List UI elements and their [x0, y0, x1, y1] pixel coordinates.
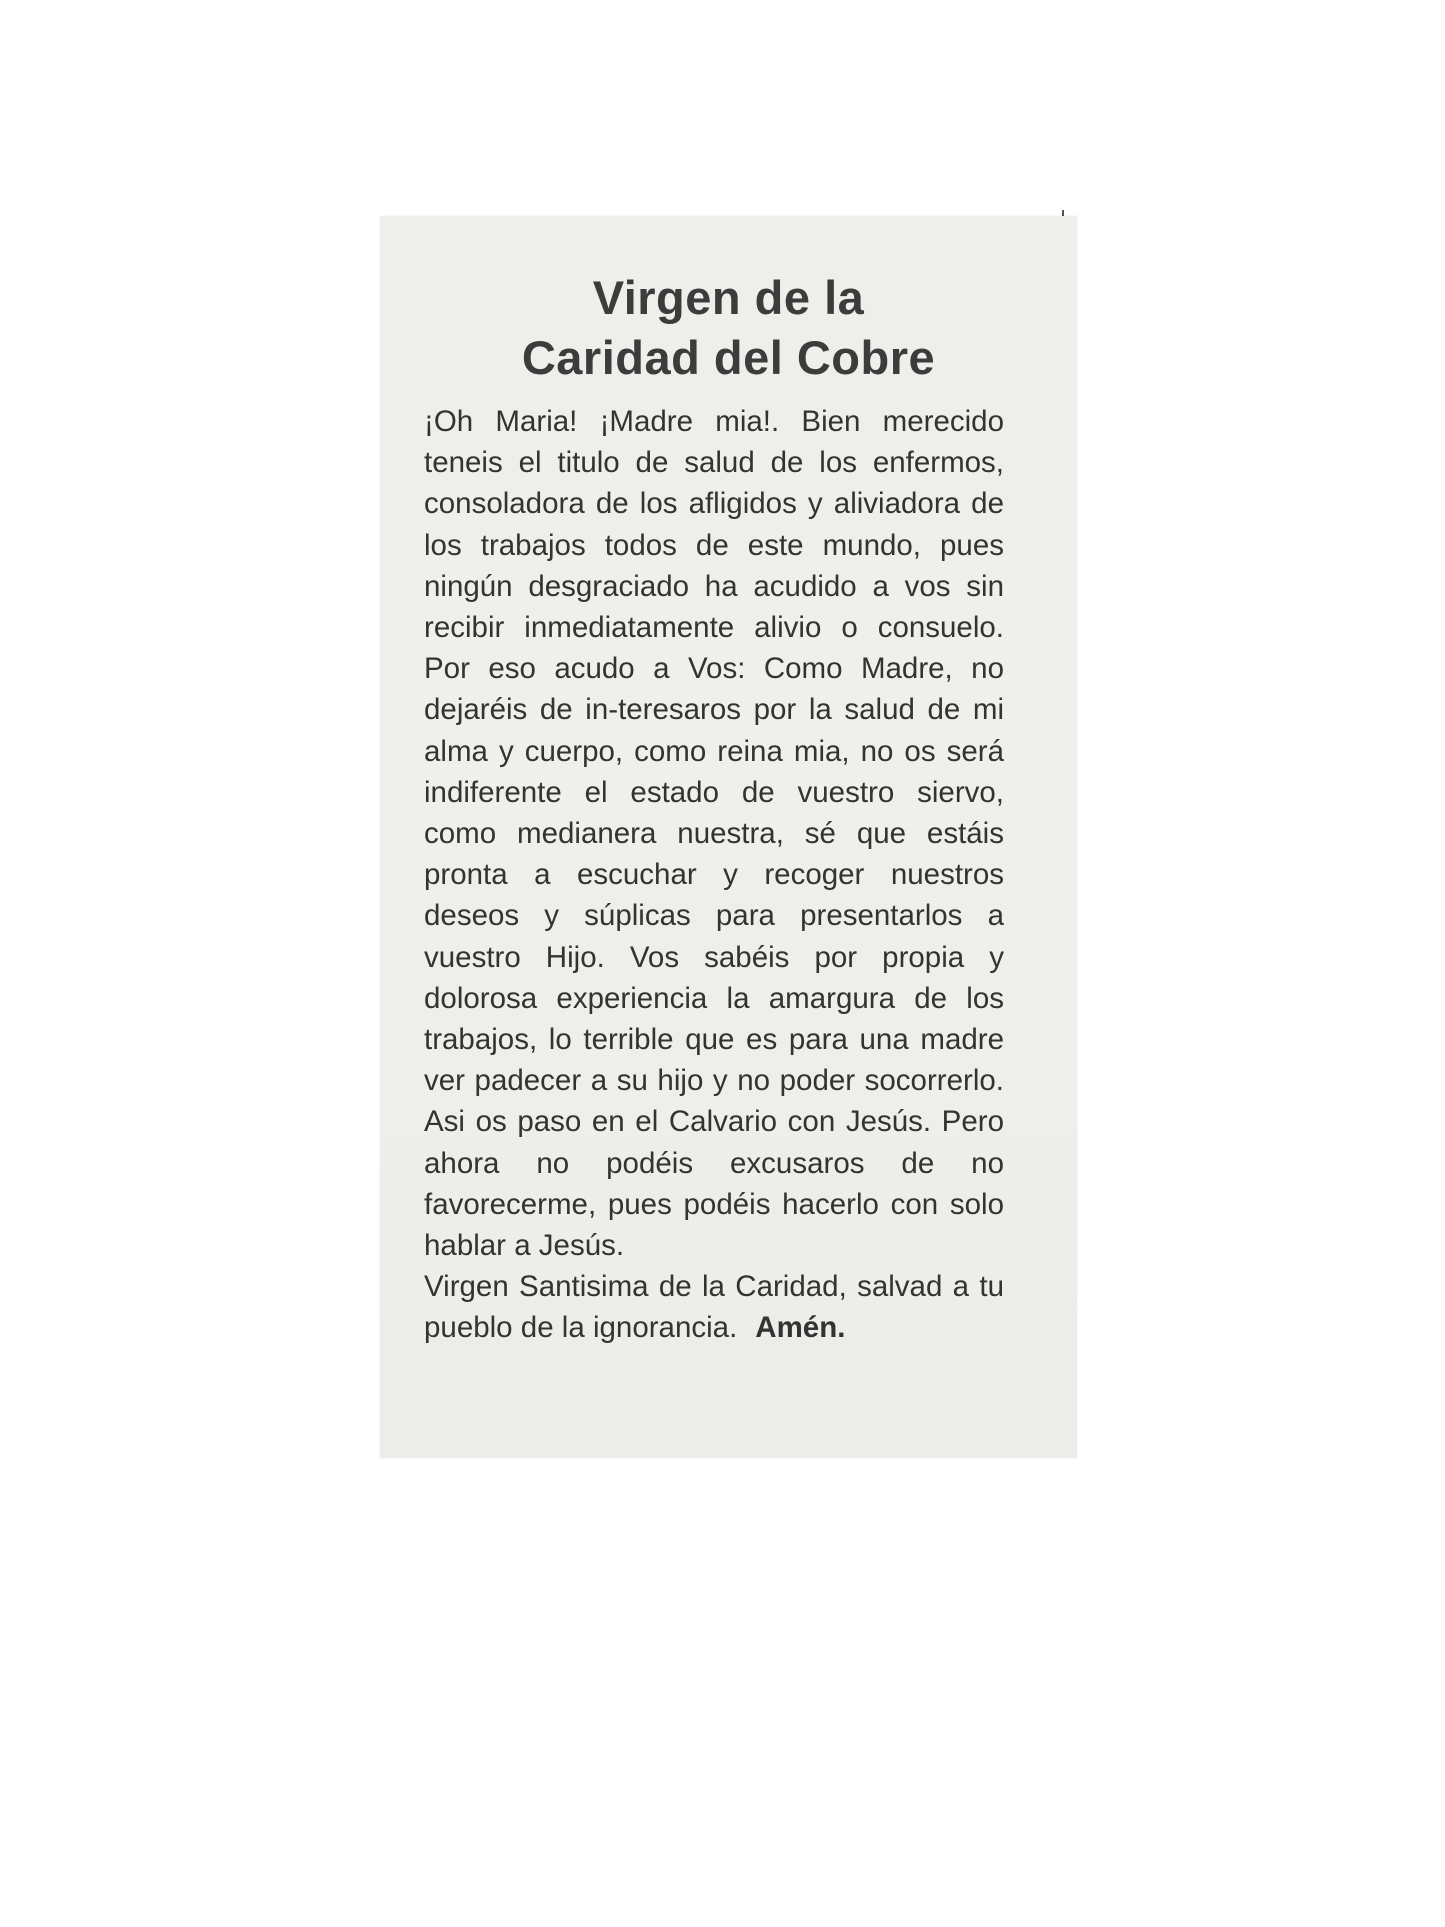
title-line-2: Caridad del Cobre [521, 331, 936, 384]
amen-text: Amén. [755, 1311, 846, 1345]
closing-line [424, 1266, 1004, 1348]
title-line-1: Virgen de la [592, 271, 865, 324]
closing-text: Virgen Santisima de la Caridad, salvad a tu pueblo de la ignorancia. [424, 1270, 1004, 1345]
prayer-body [424, 401, 1004, 1349]
prayer-card [380, 216, 1077, 1458]
prayer-text: ¡Oh Maria! ¡Madre mia!. Bien merecido teneis el titulo de salud de los enfermos, consoladora de los afligidos y aliviadora de los trabajos todos de este mundo, pues ningún desgraciado ha acudido a vos sin recibir inmediatamente alivio o consuelo. Por eso acudo a Vos: Como Madre, no dejaréis de in-teresaros por la salud de mi alma y cuerpo, como reina mia, no os será indiferente el estado de vuestro siervo, como medianera nuestra, sé que estáis pronta a escuchar y recoger nuestros deseos y súplicas para presentarlos a vuestro Hijo. Vos sabéis por propia y dolorosa experiencia la amargura de los trabajos, lo terrible que es para una madre ver padecer a su hijo y no poder socorrerlo. Asi os paso en el Calvario con Jesús. Pero ahora no podéis excusaros de no favorecerme, pues podéis hacerlo con solo hablar a Jesús. [424, 405, 1004, 1263]
card-title [380, 268, 1077, 388]
